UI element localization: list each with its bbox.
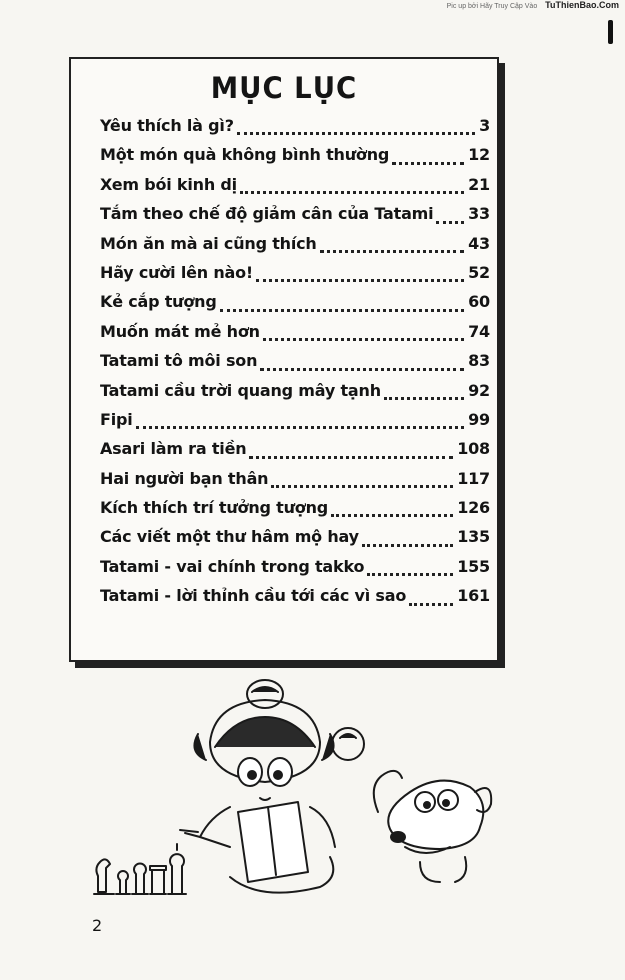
page-number: 2 [92,916,103,935]
toc-item-page: 92 [468,380,490,400]
toc-item-page: 161 [457,586,490,606]
dot-leader [220,309,465,312]
dot-leader [384,397,464,400]
toc-item-title: Xem bói kinh dị [100,174,237,194]
toc-item-page: 155 [457,556,490,576]
toc-item[interactable] [100,292,490,321]
toc-item-page: 117 [457,468,490,488]
watermark-text: Pic up bởi Hãy Truy Cập Vào [446,3,538,10]
toc-item[interactable] [100,175,490,204]
toc-item[interactable] [100,527,490,556]
toc-item[interactable] [100,351,490,380]
toc-item-page: 74 [468,321,490,341]
watermark [447,0,619,12]
dot-leader [256,279,464,282]
dog-character [374,771,491,882]
dot-leader [260,368,464,371]
dot-leader [331,514,453,517]
cartoon-illustration [80,672,500,912]
toc-item-page: 126 [457,498,490,518]
toc-item[interactable] [100,145,490,174]
toc-item[interactable] [100,381,490,410]
toc-item[interactable] [100,410,490,439]
dot-leader [249,456,453,459]
dot-leader [436,221,464,224]
toc-item-page: 33 [468,204,490,224]
dot-leader [362,544,453,547]
chess-pieces [94,844,186,894]
toc-item-title: Asari làm ra tiền [100,439,247,459]
watermark-brand: TuThienBao.Com [545,0,619,10]
toc-item-page: 21 [468,174,490,194]
toc-item[interactable] [100,469,490,498]
dot-leader [240,191,464,194]
toc-item-title: Hai người bạn thân [100,468,269,488]
toc-item[interactable] [100,116,490,145]
dot-leader [367,573,453,576]
toc-item-title: Hãy cười lên nào! [100,262,253,282]
dot-leader [320,250,465,253]
toc-item-page: 3 [479,116,490,135]
toc-item-title: Tatami - vai chính trong takko [100,556,365,576]
toc-item-title: Các viết một thư hâm mộ hay [100,527,359,547]
toc-item-title: Tatami tô môi son [100,351,258,371]
toc-item-title: Kích thích trí tưởng tượng [100,498,329,518]
toc-item-title: Yêu thích là gì? [100,116,234,135]
toc-item[interactable] [100,557,490,586]
dot-leader [392,162,464,165]
toc-item-page: 99 [468,409,490,429]
toc-item[interactable] [100,586,490,615]
toc-item-title: Món ăn mà ai cũng thích [100,233,317,253]
toc-item[interactable] [100,234,490,263]
corner-ink-mark [608,20,613,44]
toc-item-page: 43 [468,233,490,253]
toc-item[interactable] [100,498,490,527]
dot-leader [271,485,453,488]
toc-item[interactable] [100,204,490,233]
toc-item-title: Muốn mát mẻ hơn [100,321,260,341]
toc-item[interactable] [100,322,490,351]
dot-leader [409,603,453,606]
dot-leader [237,132,475,135]
toc-item-page: 108 [457,439,490,459]
toc-item[interactable] [100,263,490,292]
table-of-contents [69,57,499,662]
toc-list [100,116,490,616]
toc-item-title: Tatami - lời thỉnh cầu tới các vì sao [100,586,407,606]
toc-item-page: 83 [468,351,490,371]
toc-item-title: Fipi [100,409,133,429]
toc-item-title: Tắm theo chế độ giảm cân của Tatami [100,204,434,224]
dot-leader [136,426,465,429]
toc-item[interactable] [100,439,490,468]
toc-item-title: Tatami cầu trời quang mây tạnh [100,380,381,400]
toc-item-title: Một món quà không bình thường [100,145,390,165]
toc-title: MỤC LỤC [210,71,358,105]
toc-item-page: 52 [468,262,490,282]
girl-character [180,680,364,893]
toc-item-page: 135 [457,527,490,547]
toc-item-title: Kẻ cắp tượng [100,292,217,312]
toc-item-page: 12 [468,145,490,165]
dot-leader [263,338,464,341]
toc-item-page: 60 [468,292,490,312]
